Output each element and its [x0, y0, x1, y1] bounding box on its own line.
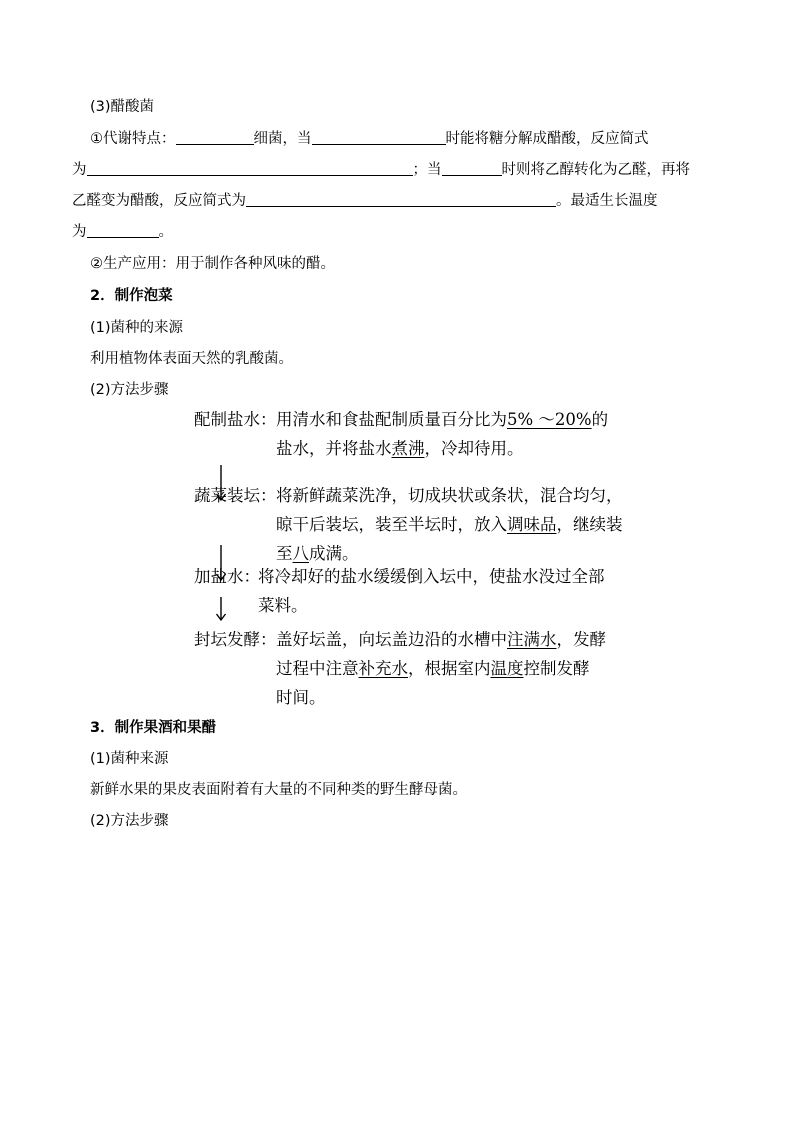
- subheading-method-steps: (2)方法步骤: [90, 382, 169, 398]
- heading-fruit-wine-vinegar: 3．制作果酒和果醋: [90, 720, 217, 736]
- flow-step-desc: [258, 562, 605, 620]
- subheading-method-steps-2: (2)方法步骤: [90, 813, 169, 829]
- flow-desc-line: [276, 654, 606, 683]
- answer-underlined: 补充水: [358, 659, 408, 678]
- flow-desc-line: [276, 683, 606, 712]
- blank-bacteria-type[interactable]: [176, 129, 254, 145]
- flow-desc-line: [276, 405, 608, 434]
- flow-text: 至: [276, 544, 293, 563]
- flow-text: 成满。: [309, 544, 359, 563]
- flow-text: ，发酵: [556, 630, 606, 649]
- blank-condition-1[interactable]: [312, 129, 446, 145]
- flow-text: 菜料。: [258, 596, 308, 615]
- blank-reaction-2[interactable]: [246, 191, 556, 207]
- paragraph-metabolism-line4: 为 。: [72, 224, 173, 240]
- paragraph-metabolism-line1: ①代谢特点： 细菌，当 时能将糖分解成醋酸，反应简式: [90, 131, 649, 147]
- flow-text: 过程中注意: [276, 659, 359, 678]
- answer-underlined: 调味品: [507, 515, 557, 534]
- subheading-strain-source: (1)菌种的来源: [90, 320, 184, 336]
- flow-step-label: 配制盐水：: [194, 410, 277, 429]
- flow-desc-line: [258, 562, 605, 591]
- flow-text: 控制发酵: [523, 659, 590, 678]
- flow-text: 盐水，并将盐水: [276, 439, 392, 458]
- flow-desc-line: [276, 625, 606, 654]
- answer-underlined: 注满水: [507, 630, 557, 649]
- flow-text: 时间。: [276, 688, 326, 707]
- paragraph-metabolism-line2: 为 ；当 时则将乙醇转化为乙醛，再将: [72, 162, 690, 178]
- paragraph-metabolism-line3: 乙醛变为醋酸，反应简式为 。最适生长温度: [72, 193, 658, 209]
- flow-desc-line: [276, 510, 623, 539]
- flow-text: 晾干后装坛，装至半坛时，放入: [276, 515, 507, 534]
- answer-underlined: 八: [292, 544, 309, 563]
- flow-step-label: 加盐水：: [194, 567, 260, 586]
- flow-text: ，继续装: [556, 515, 623, 534]
- blank-temperature[interactable]: [87, 222, 159, 238]
- section-title-acetic-bacteria: (3)醋酸菌: [90, 99, 155, 115]
- paragraph-strain-source: 利用植物体表面天然的乳酸菌。: [90, 351, 293, 367]
- heading-pickles: 2．制作泡菜: [90, 288, 173, 304]
- flow-desc-line: [276, 481, 623, 510]
- flow-text: ，根据室内: [408, 659, 491, 678]
- blank-condition-2[interactable]: [442, 160, 502, 176]
- flow-step-label: 蔬菜装坛：: [194, 486, 277, 505]
- flow-desc-line: [276, 434, 608, 463]
- flow-step-desc: [276, 481, 623, 568]
- flow-step-label: 封坛发酵：: [194, 630, 277, 649]
- answer-underlined: 煮沸: [391, 439, 425, 458]
- down-arrow-icon: [215, 597, 227, 621]
- flow-text: ，冷却待用。: [424, 439, 524, 458]
- flow-text: 将冷却好的盐水缓缓倒入坛中，使盐水没过全部: [258, 567, 605, 586]
- flow-text: 用清水和食盐配制质量百分比为: [276, 410, 507, 429]
- blank-reaction-1[interactable]: [87, 160, 413, 176]
- answer-underlined: 温度: [490, 659, 524, 678]
- paragraph-strain-source-2: 新鲜水果的果皮表面附着有大量的不同种类的野生酵母菌。: [90, 782, 467, 798]
- flow-text: 的: [591, 410, 609, 429]
- flow-step-desc: [276, 625, 606, 712]
- subheading-strain-source-2: (1)菌种来源: [90, 751, 169, 767]
- flow-step-desc: [276, 405, 608, 463]
- answer-underlined: 5% ～20%: [507, 410, 592, 429]
- flow-desc-line: [258, 591, 605, 620]
- flow-text: 将新鲜蔬菜洗净，切成块状或条状，混合均匀，: [276, 486, 623, 505]
- flow-text: 盖好坛盖，向坛盖边沿的水槽中: [276, 630, 507, 649]
- paragraph-production-use: ②生产应用：用于制作各种风味的醋。: [90, 256, 335, 272]
